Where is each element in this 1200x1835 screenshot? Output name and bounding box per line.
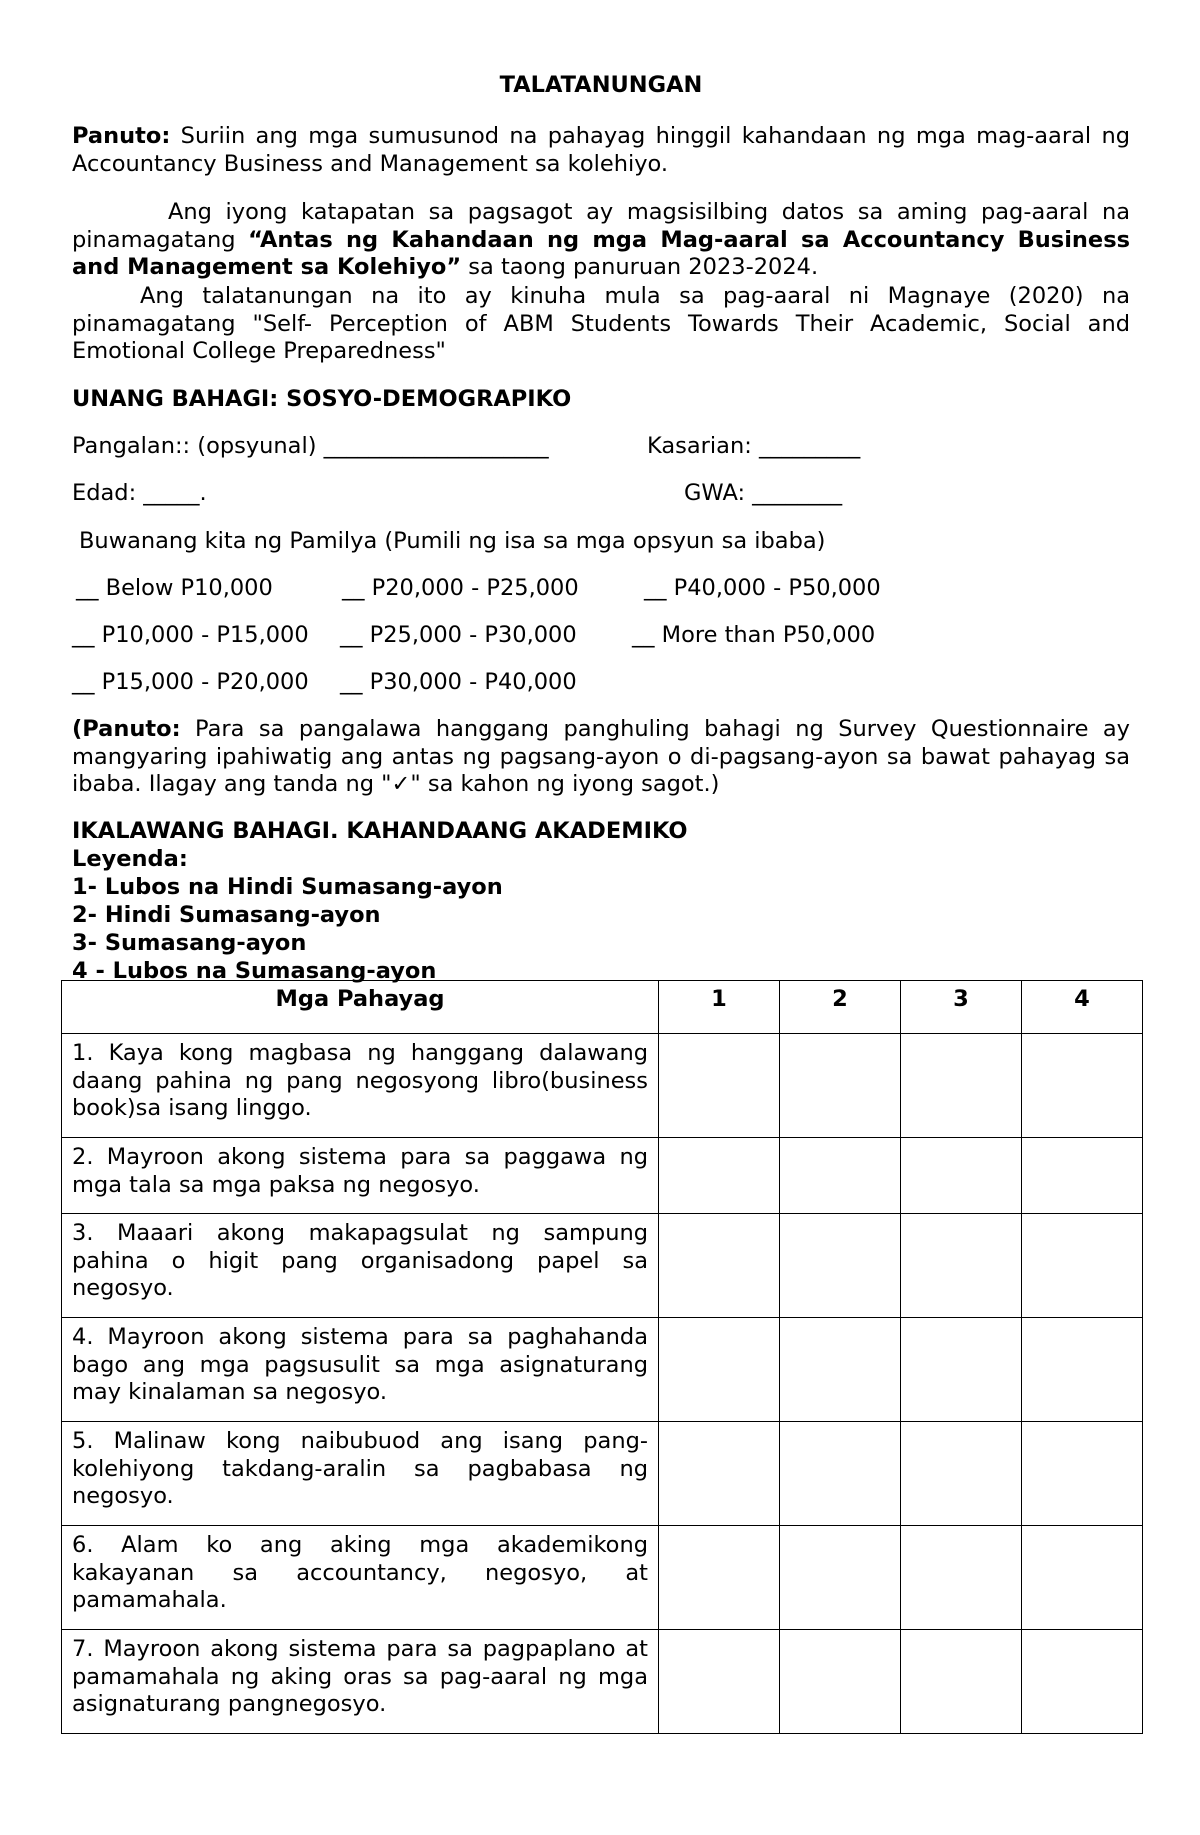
rating-cell-2[interactable] — [780, 1138, 901, 1214]
page-title: TALATANUNGAN — [499, 72, 703, 98]
header-scale-3: 3 — [901, 981, 1022, 1034]
panuto2-paragraph — [72, 716, 1130, 799]
legend-item: 3- Sumasang-ayon — [72, 930, 307, 956]
rating-cell-4[interactable] — [1022, 1318, 1143, 1422]
table-row — [62, 1630, 1143, 1734]
panuto-text: Suriin ang mga sumusunod na pahayag hinggil kahandaan ng mga mag-aaral ng Accountancy Business and Management sa kolehiyo. — [72, 123, 1130, 177]
header-statements: Mga Pahayag — [62, 981, 659, 1034]
rating-cell-1[interactable] — [659, 1138, 780, 1214]
rating-cell-4[interactable] — [1022, 1526, 1143, 1630]
table-row — [62, 1318, 1143, 1422]
legend-item: 2- Hindi Sumasang-ayon — [72, 902, 381, 928]
rating-cell-4[interactable] — [1022, 1422, 1143, 1526]
rating-cell-4[interactable] — [1022, 1630, 1143, 1734]
intro-paragraph-1 — [72, 199, 1130, 282]
table-row — [62, 1034, 1143, 1138]
part1-heading: UNANG BAHAGI: SOSYO-DEMOGRAPIKO — [72, 386, 572, 412]
rating-cell-3[interactable] — [901, 1214, 1022, 1318]
survey-table — [61, 980, 1143, 1734]
header-scale-2: 2 — [780, 981, 901, 1034]
table-row — [62, 1526, 1143, 1630]
age-field[interactable]: Edad: _____. — [72, 480, 207, 506]
rating-cell-3[interactable] — [901, 1034, 1022, 1138]
rating-cell-1[interactable] — [659, 1034, 780, 1138]
intro-paragraph-2: Ang talatanungan na ito ay kinuha mula sa pag-aaral ni Magnaye (2020) na pinamagatang "Self- Perception of ABM Students Towards Their Academic, Social and Emotional College Preparedness" — [72, 283, 1130, 364]
rating-cell-2[interactable] — [780, 1214, 901, 1318]
statement-text: 1. Kaya kong magbasa ng hanggang dalawang daang pahina ng pang negosyong libro(business book)sa isang linggo. — [62, 1034, 659, 1138]
income-option[interactable]: __ P30,000 - P40,000 — [340, 669, 577, 695]
name-field[interactable]: Pangalan:: (opsyunal) ____________________ — [72, 433, 549, 459]
rating-cell-3[interactable] — [901, 1422, 1022, 1526]
header-scale-1: 1 — [659, 981, 780, 1034]
rating-cell-1[interactable] — [659, 1526, 780, 1630]
rating-cell-1[interactable] — [659, 1422, 780, 1526]
rating-cell-3[interactable] — [901, 1138, 1022, 1214]
income-option[interactable]: __ P15,000 - P20,000 — [72, 669, 309, 695]
statement-text: 5. Malinaw kong naibubuod ang isang pang-kolehiyong takdang-aralin sa pagbabasa ng negosyo. — [62, 1422, 659, 1526]
table-row — [62, 1422, 1143, 1526]
panuto2-label: (Panuto: — [72, 716, 181, 742]
rating-cell-1[interactable] — [659, 1318, 780, 1422]
table-row — [62, 1214, 1143, 1318]
rating-cell-4[interactable] — [1022, 1138, 1143, 1214]
panuto-label: Panuto: — [72, 123, 171, 149]
rating-cell-3[interactable] — [901, 1630, 1022, 1734]
intro1-pre: Ang iyong katapatan sa pagsagot ay magsisilbing datos sa aming pag-aaral na pinamagatang — [72, 199, 1130, 253]
legend-item: 1- Lubos na Hindi Sumasang-ayon — [72, 874, 503, 900]
study-title: “Antas ng Kahandaan ng mga Mag-aaral sa Accountancy Business and Management sa Kolehiyo” — [72, 226, 1130, 280]
income-prompt: Buwanang kita ng Pamilya (Pumili ng isa sa mga opsyun sa ibaba) — [79, 528, 826, 554]
rating-cell-1[interactable] — [659, 1630, 780, 1734]
legend-title: Leyenda: — [72, 846, 188, 872]
legend — [72, 845, 503, 985]
rating-cell-4[interactable] — [1022, 1214, 1143, 1318]
statement-text: 6. Alam ko ang aking mga akademikong kakayanan sa accountancy, negosyo, at pamamahala. — [62, 1526, 659, 1630]
statement-text: 4. Mayroon akong sistema para sa paghahanda bago ang mga pagsusulit sa mga asignaturang may kinalaman sa negosyo. — [62, 1318, 659, 1422]
sex-field[interactable]: Kasarian: _________ — [647, 433, 861, 459]
legend-item: 4 - Lubos na Sumasang-ayon — [72, 958, 437, 984]
rating-cell-3[interactable] — [901, 1318, 1022, 1422]
income-option[interactable]: __ P20,000 - P25,000 — [342, 575, 579, 601]
table-header-row — [62, 981, 1143, 1034]
rating-cell-3[interactable] — [901, 1526, 1022, 1630]
income-option[interactable]: __ P25,000 - P30,000 — [340, 622, 577, 648]
gwa-field[interactable]: GWA: ________ — [684, 480, 843, 506]
part2-heading: IKALAWANG BAHAGI. KAHANDAANG AKADEMIKO — [72, 818, 688, 844]
rating-cell-1[interactable] — [659, 1214, 780, 1318]
header-scale-4: 4 — [1022, 981, 1143, 1034]
income-option[interactable]: __ More than P50,000 — [632, 622, 876, 648]
income-option[interactable]: __ P10,000 - P15,000 — [72, 622, 309, 648]
panuto-paragraph — [72, 123, 1130, 178]
rating-cell-2[interactable] — [780, 1630, 901, 1734]
table-row — [62, 1138, 1143, 1214]
statement-text: 2. Mayroon akong sistema para sa paggawa ng mga tala sa mga paksa ng negosyo. — [62, 1138, 659, 1214]
rating-cell-4[interactable] — [1022, 1034, 1143, 1138]
panuto2-text: Para sa pangalawa hanggang panghuling bahagi ng Survey Questionnaire ay mangyaring ipahiwatig ang antas ng pagsang-ayon o di-pagsang-ayon sa bawat pahayag sa ibaba. Ilagay ang tanda ng "✓" sa kahon ng iyong sagot.) — [72, 716, 1130, 797]
rating-cell-2[interactable] — [780, 1034, 901, 1138]
income-option[interactable]: __ P40,000 - P50,000 — [644, 575, 881, 601]
statement-text: 7. Mayroon akong sistema para sa pagpaplano at pamamahala ng aking oras sa pag-aaral ng mga asignaturang pangnegosyo. — [62, 1630, 659, 1734]
intro1-post: sa taong panuruan 2023-2024. — [461, 254, 819, 280]
rating-cell-2[interactable] — [780, 1318, 901, 1422]
rating-cell-2[interactable] — [780, 1422, 901, 1526]
income-option[interactable]: __ Below P10,000 — [76, 575, 273, 601]
rating-cell-2[interactable] — [780, 1526, 901, 1630]
statement-text: 3. Maaari akong makapagsulat ng sampung pahina o higit pang organisadong papel sa negosyo. — [62, 1214, 659, 1318]
